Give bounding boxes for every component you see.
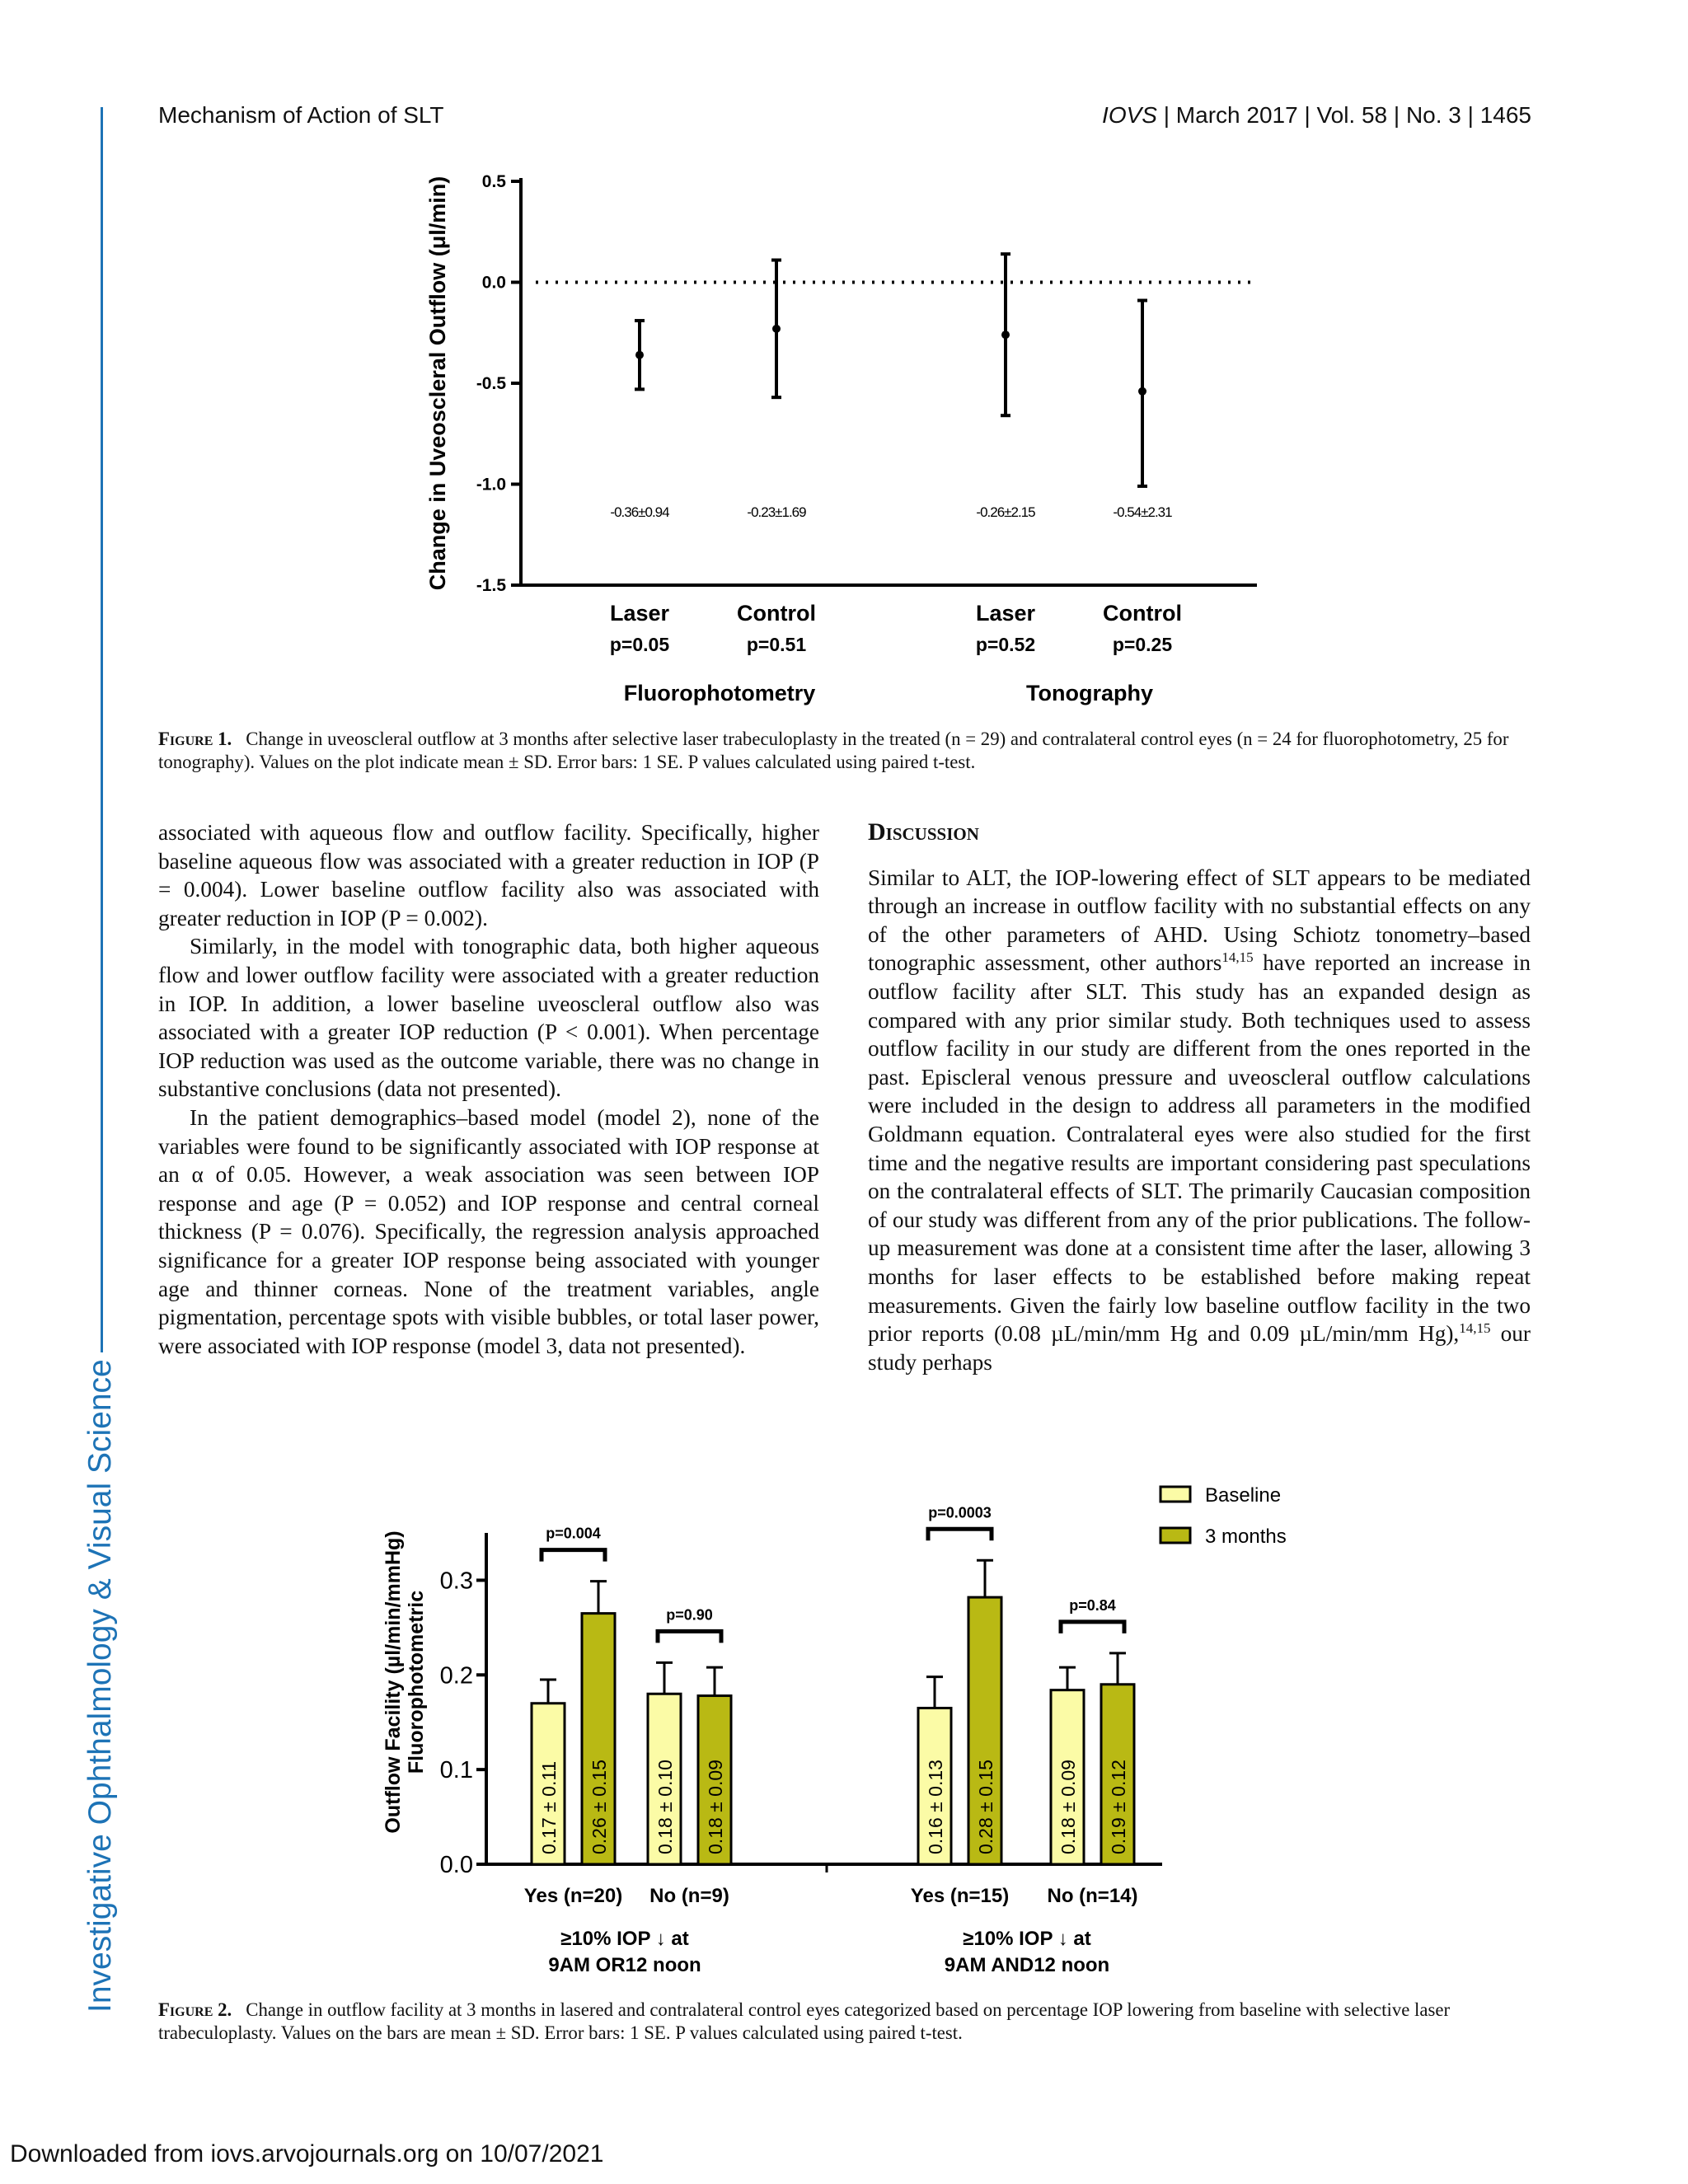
paragraph-text: Similar to ALT, the IOP-lowering effect of SLT appears to be mediated through an increase in outflow facility with no substantial effects on any of the other parameters of AHD. Using Schiotz tonometry–based tonographic assessment, other authors <box>868 865 1531 976</box>
y-tick-label: 0.5 <box>481 172 506 191</box>
mean-point <box>635 351 644 359</box>
citation-ref: 14,15 <box>1221 949 1254 966</box>
significance-bracket <box>658 1631 721 1643</box>
group-label-line1: ≥10% IOP ↓ at <box>963 1928 1091 1950</box>
figure-2-chart <box>363 1467 1352 1994</box>
p-value-label: p=0.25 <box>1112 634 1173 655</box>
p-value-label: p=0.51 <box>746 634 807 655</box>
figure-1-caption <box>158 728 1531 774</box>
y-tick-label: -1.0 <box>476 475 506 494</box>
bar-value-label: 0.28 ± 0.15 <box>975 1760 996 1854</box>
y-tick-label: 0.3 <box>439 1568 473 1595</box>
x-category-label: No (n=9) <box>649 1885 729 1907</box>
x-category-label: Yes (n=20) <box>523 1885 623 1907</box>
p-value-label: p=0.05 <box>609 634 670 655</box>
left-text-column <box>158 818 819 1360</box>
x-category-label: Yes (n=15) <box>910 1885 1010 1907</box>
journal-citation <box>1102 102 1531 129</box>
bar-value-label: 0.18 ± 0.09 <box>1057 1760 1079 1854</box>
legend-swatch-baseline <box>1160 1487 1190 1502</box>
bar-value-label: 0.16 ± 0.13 <box>925 1760 946 1854</box>
right-text-column <box>868 818 1531 1376</box>
value-label: -0.54±2.31 <box>1113 504 1172 520</box>
paragraph-text: have reported an increase in outflow facility after SLT. This study has an expanded design as compared with any prior similar study. Both techniques used to assess outflow facility in our study are different from the ones reported in the past. Episcleral venous pressure and uveoscleral outflow calculations were included in the design to address all parameters in the modified Goldmann equation. Contralateral eyes were also studied for the first time and the negative results are important considering past speculations on the contralateral effects of SLT. The primarily Caucasian composition of our study was different from any of the prior publications. The follow-up measurement was done at a consistent time after the laser, allowing 3 months for laser effects to be established before making repeat measurements. Given the fairly low baseline outflow facility in the two prior reports (0.08 µL/min/mm Hg and 0.09 µL/min/mm Hg), <box>868 950 1531 1347</box>
issue-info: | March 2017 | Vol. 58 | No. 3 | 1465 <box>1156 102 1531 128</box>
p-value-label: p=0.0003 <box>928 1504 992 1521</box>
y-axis-title-line2: Fluorophotometric <box>405 1590 428 1774</box>
paragraph-text: our study perhaps <box>868 1321 1531 1375</box>
value-label: -0.26±2.15 <box>976 504 1035 520</box>
running-title: Mechanism of Action of SLT <box>158 102 444 128</box>
y-tick-label: 0.0 <box>481 273 506 293</box>
p-value-label: p=0.004 <box>546 1525 601 1542</box>
figure-1-label: Figure 1. <box>158 729 232 749</box>
y-axis-title: Outflow Facility (µl/min/mmHg) <box>382 1530 405 1834</box>
x-category-label: Control <box>737 601 816 626</box>
figure-1-caption-text: Change in uveoscleral outflow at 3 months after selective laser trabeculoplasty in the treated (n = 29) and contralateral control eyes (n = 24 for fluorophotometry, 25 for tonography). Values on the plot indicate mean ± SD. Error bars: 1 SE. P values calculated using paired t-test. <box>158 729 1509 772</box>
group-label-line2: 9AM AND12 noon <box>944 1954 1110 1976</box>
x-category-label: No (n=14) <box>1047 1885 1138 1907</box>
significance-bracket <box>542 1550 605 1562</box>
significance-bracket <box>1061 1622 1124 1633</box>
figure-2-label: Figure 2. <box>158 1999 232 2020</box>
x-category-label: Laser <box>609 601 670 626</box>
y-tick-label: 0.1 <box>439 1757 473 1784</box>
paragraph: Similarly, in the model with tonographic data, both higher aqueous flow and lower outflow facility were associated with a greater reduction in IOP. In addition, a lower baseline uveoscleral outflow also was associated with a greater IOP reduction (P < 0.001). When percentage IOP reduction was used as the outcome variable, there was no change in substantive conclusions (data not presented). <box>158 934 819 1102</box>
paragraph <box>868 864 1531 1377</box>
bar-value-label: 0.26 ± 0.15 <box>588 1760 610 1854</box>
paragraph: associated with aqueous flow and outflow facility. Specifically, higher baseline aqueous flow was associated with a greater reduction in IOP (P = 0.004). Lower baseline outflow facility also was associated with greater reduction in IOP (P = 0.002). <box>158 820 819 930</box>
y-axis-title: Change in Uveoscleral Outflow (μl/min) <box>425 176 450 591</box>
group-label-line1: ≥10% IOP ↓ at <box>560 1928 689 1950</box>
group-label: Tonography <box>1026 681 1153 705</box>
citation-ref: 14,15 <box>1459 1320 1491 1336</box>
paragraph: In the patient demographics–based model (model 2), none of the variables were found to be significantly associated with IOP response at an α of 0.05. However, a weak association was seen between IOP response and age (P = 0.052) and IOP response and central corneal thickness (P = 0.076). Specifically, the regression analysis approached significance for a greater IOP response being associated with younger age and thinner corneas. None of the treatment variables, angle pigmentation, percentage spots with visible bubbles, or total laser power, were associated with IOP response (model 3, data not presented). <box>158 1104 819 1358</box>
bar-value-label: 0.17 ± 0.11 <box>538 1760 560 1854</box>
mean-point <box>772 325 781 333</box>
p-value-label: p=0.84 <box>1069 1596 1116 1614</box>
group-label: Fluorophotometry <box>623 681 816 705</box>
section-heading: Discussion <box>868 818 979 846</box>
group-label-line2: 9AM OR12 noon <box>548 1954 701 1976</box>
x-category-label: Laser <box>975 601 1036 626</box>
bar-value-label: 0.18 ± 0.09 <box>705 1760 726 1854</box>
figure-2-caption <box>158 1999 1531 2045</box>
y-tick-label: 0.2 <box>439 1662 473 1690</box>
legend-label: Baseline <box>1205 1484 1282 1507</box>
p-value-label: p=0.90 <box>666 1606 713 1624</box>
y-tick-label: -1.5 <box>476 576 506 595</box>
journal-abbrev: IOVS <box>1102 102 1157 128</box>
y-tick-label: 0.0 <box>439 1852 473 1878</box>
p-value-label: p=0.52 <box>975 634 1036 655</box>
bar-value-label: 0.18 ± 0.10 <box>654 1760 676 1854</box>
bar-value-label: 0.19 ± 0.12 <box>1108 1760 1129 1854</box>
figure-1-chart <box>412 157 1286 717</box>
legend-swatch-3-months <box>1160 1528 1190 1543</box>
figure-2-caption-text: Change in outflow facility at 3 months in lasered and contralateral control eyes categorized based on percentage IOP lowering from baseline with selective laser trabeculoplasty. Values on the bars are mean ± SD. Error bars: 1 SE. P values calculated using paired t-test. <box>158 1999 1451 2043</box>
journal-side-label: Investigative Ophthalmology & Visual Science <box>82 1352 119 2019</box>
value-label: -0.23±1.69 <box>747 504 806 520</box>
y-tick-label: -0.5 <box>476 374 506 393</box>
significance-bracket <box>928 1529 992 1540</box>
download-footer: Downloaded from iovs.arvojournals.org on 10/07/2021 <box>10 2140 604 2168</box>
value-label: -0.36±0.94 <box>610 504 669 520</box>
legend-label: 3 months <box>1205 1526 1287 1548</box>
mean-point <box>1001 330 1010 339</box>
mean-point <box>1138 387 1146 396</box>
x-category-label: Control <box>1103 601 1182 626</box>
